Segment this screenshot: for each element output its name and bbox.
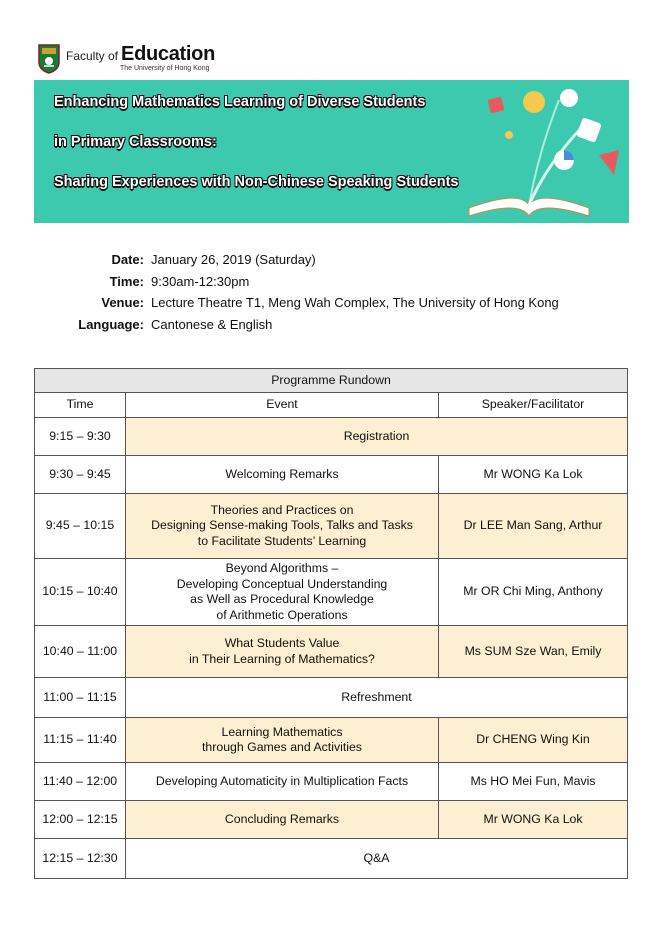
- detail-row: [34, 295, 634, 317]
- table-row: [35, 801, 628, 839]
- event-line: Q&A: [363, 850, 390, 865]
- row-time: 9:30 – 9:45: [35, 456, 126, 494]
- table-row: [35, 718, 628, 763]
- event-line: Welcoming Remarks: [225, 466, 339, 481]
- row-event: [126, 418, 628, 456]
- event-line: Designing Sense-making Tools, Talks and Tasks: [151, 518, 413, 533]
- row-time: 11:40 – 12:00: [35, 763, 126, 801]
- column-header-time: Time: [35, 393, 126, 418]
- table-row: [35, 559, 628, 626]
- row-event: [126, 801, 439, 839]
- event-line: Theories and Practices on: [210, 502, 354, 517]
- event-banner: [34, 80, 629, 223]
- event-line: Developing Conceptual Understanding: [176, 576, 388, 591]
- banner-title-line-1: Enhancing Mathematics Learning of Diverse Students: [54, 94, 426, 110]
- row-time: 10:15 – 10:40: [35, 559, 126, 626]
- row-event: [126, 456, 439, 494]
- row-time: 9:15 – 9:30: [35, 418, 126, 456]
- event-line: Refreshment: [341, 689, 412, 704]
- banner-title-line-2: in Primary Classrooms:: [54, 134, 217, 150]
- row-speaker: Ms HO Mei Fun, Mavis: [439, 763, 628, 801]
- event-line: to Facilitate Students’ Learning: [197, 533, 367, 548]
- row-time: 12:00 – 12:15: [35, 801, 126, 839]
- faculty-name: Education: [121, 43, 216, 65]
- column-header-event: Event: [126, 393, 439, 418]
- row-event: [126, 839, 628, 879]
- table-row: [35, 494, 628, 559]
- banner-title-line-3: Sharing Experiences with Non-Chinese Speaking Students: [54, 174, 459, 190]
- open-book-illustration-icon: [429, 80, 629, 223]
- faculty-prefix: Faculty of: [66, 49, 119, 63]
- row-speaker: Mr OR Chi Ming, Anthony: [439, 559, 628, 626]
- event-line: through Games and Activities: [202, 740, 362, 754]
- row-speaker: Dr LEE Man Sang, Arthur: [439, 494, 628, 559]
- row-event: [126, 718, 439, 763]
- row-event: [126, 626, 439, 678]
- faculty-logo: [38, 44, 215, 78]
- table-row: [35, 418, 628, 456]
- event-details: [34, 252, 634, 338]
- row-event: [126, 678, 628, 718]
- event-line: Concluding Remarks: [224, 811, 340, 826]
- event-line: Registration: [343, 428, 410, 443]
- detail-row: [34, 274, 634, 296]
- detail-label: Time:: [109, 273, 144, 289]
- table-row: [35, 839, 628, 879]
- table-row: [35, 626, 628, 678]
- row-event: [126, 559, 439, 626]
- rundown-title: Programme Rundown: [35, 369, 628, 393]
- row-speaker: Mr WONG Ka Lok: [439, 456, 628, 494]
- row-time: 11:00 – 11:15: [35, 678, 126, 718]
- table-row: [35, 763, 628, 801]
- event-line: Developing Automaticity in Multiplication Facts: [155, 773, 409, 788]
- detail-value: January 26, 2019 (Saturday): [151, 252, 316, 267]
- row-time: 10:40 – 11:00: [35, 626, 126, 678]
- row-speaker: Mr WONG Ka Lok: [439, 801, 628, 839]
- event-line: Learning Mathematics: [221, 724, 343, 739]
- event-line: as Well as Procedural Knowledge: [190, 592, 374, 606]
- row-event: [126, 763, 439, 801]
- row-time: 11:15 – 11:40: [35, 718, 126, 763]
- detail-label: Language:: [78, 316, 144, 332]
- detail-value: Lecture Theatre T1, Meng Wah Complex, The University of Hong Kong: [151, 295, 559, 310]
- university-crest-icon: [38, 44, 60, 74]
- detail-value: Cantonese & English: [151, 316, 273, 332]
- column-header-speaker: Speaker/Facilitator: [439, 393, 628, 418]
- row-event: [126, 494, 439, 559]
- university-name: The University of Hong Kong: [120, 65, 210, 72]
- row-speaker: Ms SUM Sze Wan, Emily: [439, 626, 628, 678]
- row-time: 9:45 – 10:15: [35, 494, 126, 559]
- row-time: 12:15 – 12:30: [35, 839, 126, 879]
- event-line: Beyond Algorithms –: [225, 561, 339, 575]
- event-line: What Students Value: [224, 636, 340, 650]
- detail-label: Venue:: [101, 295, 144, 310]
- faculty-logo-text: [66, 44, 215, 72]
- detail-label: Date:: [111, 252, 144, 267]
- event-line: in Their Learning of Mathematics?: [189, 651, 375, 666]
- detail-row: [34, 317, 634, 339]
- detail-value: 9:30am-12:30pm: [151, 273, 250, 289]
- programme-rundown-table: [34, 368, 628, 879]
- table-row: [35, 678, 628, 718]
- detail-row: [34, 252, 634, 274]
- row-speaker: Dr CHENG Wing Kin: [439, 718, 628, 763]
- event-line: of Arithmetic Operations: [216, 607, 348, 622]
- table-row: [35, 456, 628, 494]
